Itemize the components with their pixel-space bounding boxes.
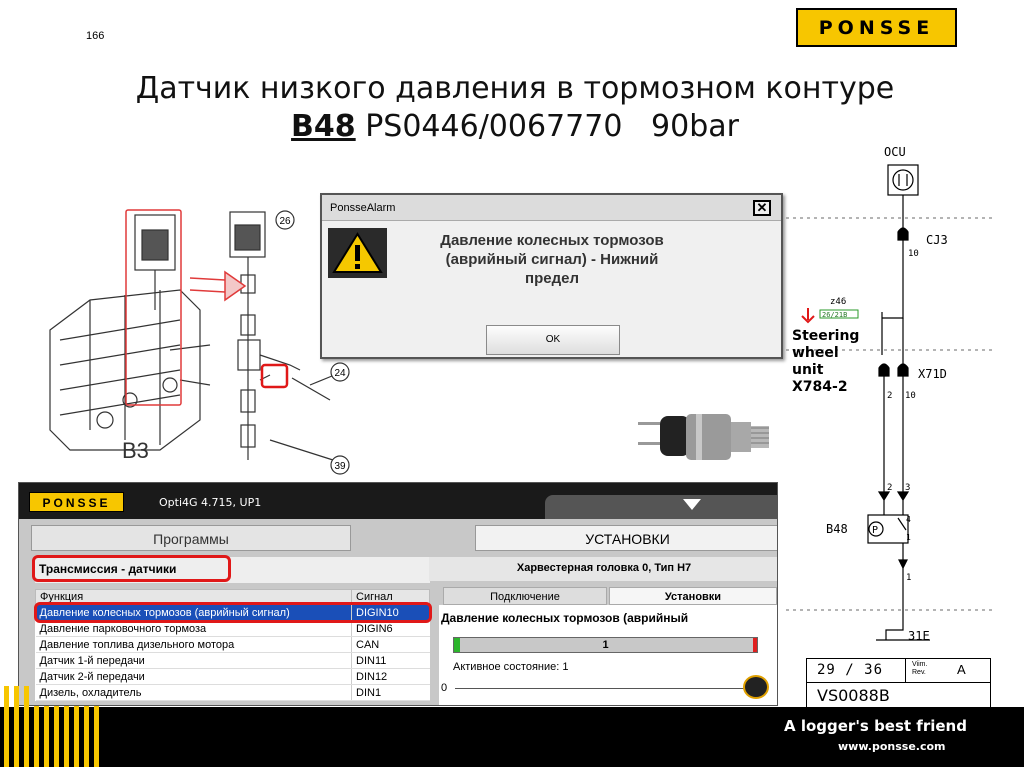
alarm-message-line-1: Давление колесных тормозов [440, 232, 664, 249]
p-symbol: P [872, 525, 879, 536]
row-signal: DIN1 [352, 685, 430, 701]
column-signal: Сигнал [352, 590, 430, 605]
title-part-number: PS0446/0067770 90bar [355, 109, 739, 144]
subtab-settings[interactable]: Установки [609, 587, 777, 605]
label-cj3: CJ3 [926, 233, 948, 247]
title-code: B48 [291, 109, 356, 144]
menu-dropdown[interactable] [545, 495, 778, 519]
pin-2: 2 [887, 391, 893, 401]
row-function: Давление колесных тормозов (аврийный сигнал) [36, 605, 352, 621]
label-31e: 31E [908, 629, 930, 643]
table-row[interactable] [36, 637, 430, 653]
pin-3: 3 [905, 483, 911, 493]
row-signal: CAN [352, 637, 430, 653]
row-function: Давление парковочного тормоза [36, 621, 352, 637]
highlight-selected-row [34, 602, 432, 623]
sensor-group-title[interactable]: Трансмиссия - датчики [35, 557, 430, 583]
subtab-connection[interactable]: Подключение [443, 587, 607, 605]
tab-settings[interactable]: УСТАНОВКИ [475, 525, 778, 551]
slider-handle[interactable] [743, 675, 769, 699]
alarm-dialog [320, 193, 783, 359]
revision-label [912, 661, 927, 677]
table-row[interactable] [36, 669, 430, 685]
callout-26: 26 [279, 216, 291, 227]
pin-1b: 1 [906, 573, 912, 583]
hydraulic-block-drawing [30, 190, 350, 480]
close-button[interactable]: ✕ [753, 200, 771, 216]
signal-panel-title: Давление колесных тормозов (аврийный [441, 611, 689, 625]
harvester-head-info: Харвестерная головка 0, Тип H7 [429, 557, 778, 581]
label-x71d: X71D [918, 367, 947, 381]
alarm-titlebar [322, 195, 781, 221]
ok-button[interactable]: OK [486, 325, 620, 355]
sheet-number: 29 / 36 [817, 662, 884, 678]
table-row[interactable] [36, 653, 430, 669]
threshold-slider[interactable] [455, 688, 755, 689]
title-block-line [807, 682, 990, 683]
row-signal: DIN11 [352, 653, 430, 669]
steering-line-2: wheel [792, 345, 839, 361]
pressure-sensor-image [636, 408, 776, 470]
revision-letter: A [957, 662, 966, 677]
slider-min-label: 0 [441, 682, 448, 694]
highlight-group-title [32, 555, 231, 582]
label-ocu: OCU [884, 145, 906, 159]
steering-line-4: X784-2 [792, 379, 848, 395]
tab-programs[interactable]: Программы [31, 525, 351, 551]
ponsse-logo: PONSSE [796, 8, 957, 47]
warning-icon [328, 228, 387, 278]
row-signal: DIN12 [352, 669, 430, 685]
label-z46: z46 [830, 297, 847, 307]
opti4g-window [18, 482, 778, 706]
row-signal: DIGIN6 [352, 621, 430, 637]
label-b48: B48 [826, 522, 848, 536]
pin-4: 4 [906, 515, 911, 524]
opti-version: Opti4G 4.715, UP1 [159, 496, 262, 509]
pin-2b: 2 [887, 483, 893, 493]
ref-box: 26/21B [822, 311, 848, 319]
page-number: 166 [86, 30, 105, 42]
footer-slogan: A logger's best friend [784, 717, 967, 735]
pin-10a: 10 [908, 249, 919, 259]
column-function: Функция [36, 590, 352, 605]
row-function: Датчик 1-й передачи [36, 653, 352, 669]
footer-bar [0, 707, 1024, 767]
alarm-message-line-3: предел [525, 270, 579, 287]
document-number: VS0088B [817, 686, 890, 705]
steering-line-3: unit [792, 362, 824, 378]
title-block-divider [905, 659, 906, 682]
steering-line-1: Steering [792, 328, 860, 344]
alarm-message [392, 231, 712, 288]
opti-header [19, 483, 777, 519]
sensor-highlight [262, 365, 287, 387]
drawing-title-block [806, 658, 991, 708]
signal-level-bar [453, 637, 758, 653]
footer-url[interactable]: www.ponsse.com [838, 740, 946, 753]
row-function: Датчик 2-й передачи [36, 669, 352, 685]
slide-title [60, 70, 970, 146]
row-function: Дизель, охладитель [36, 685, 352, 701]
active-state: Активное состояние: 1 [453, 661, 569, 673]
alarm-window-title: PonsseAlarm [330, 202, 396, 214]
yellow-stripes [0, 686, 100, 767]
row-signal: DIGIN10 [352, 605, 430, 621]
title-line-1: Датчик низкого давления в тормозном контуре [135, 71, 895, 106]
alarm-message-line-2: (аврийный сигнал) - Нижний [445, 251, 659, 268]
row-function: Давление топлива дизельного мотора [36, 637, 352, 653]
signal-panel [439, 605, 778, 705]
revision-label-en: Rev. [912, 669, 926, 676]
steering-label [792, 328, 859, 396]
callout-39: 39 [334, 461, 346, 472]
opti-logo: PONSSE [29, 492, 124, 512]
pin-1a: 1 [906, 533, 911, 542]
wiring-schematic [786, 140, 1006, 685]
chevron-down-icon [683, 499, 701, 510]
label-b3: B3 [122, 438, 149, 463]
pin-10b: 10 [905, 391, 916, 401]
revision-label-fi: Viim. [912, 661, 928, 668]
callout-24: 24 [334, 368, 346, 379]
signal-value: 1 [602, 639, 609, 651]
